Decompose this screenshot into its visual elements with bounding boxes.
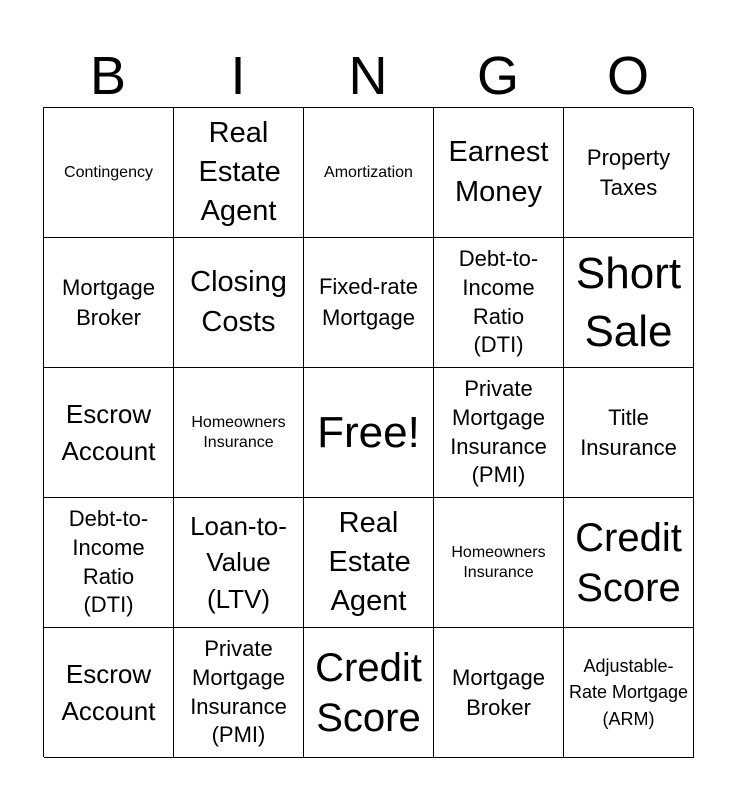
cell-text: Debt-to-Income Ratio (DTI): [458, 246, 539, 358]
cell-text: Contingency: [64, 163, 153, 181]
cell-text: Amortization: [324, 163, 413, 181]
bingo-cell[interactable]: [44, 628, 174, 758]
bingo-cell[interactable]: [44, 368, 174, 498]
bingo-cell[interactable]: [44, 108, 174, 238]
header-letter-g: G: [476, 46, 519, 106]
free-space-text: Free!: [317, 407, 420, 457]
bingo-cell[interactable]: [44, 498, 174, 628]
bingo-cell[interactable]: [174, 108, 304, 238]
header-letter-o: O: [606, 46, 649, 106]
bingo-cell[interactable]: [434, 108, 564, 238]
bingo-cell[interactable]: [304, 498, 434, 628]
cell-text: Earnest Money: [448, 136, 549, 208]
cell-text: Mortgage Broker: [62, 274, 155, 330]
cell-text: Closing Costs: [190, 266, 287, 338]
cell-text: Escrow Account: [61, 399, 156, 466]
cell-text: Debt-to-Income Ratio (DTI): [68, 506, 149, 618]
header-letter-n: N: [348, 46, 388, 106]
bingo-card-grid: [43, 107, 693, 757]
cell-text: Short Sale: [575, 249, 682, 356]
cell-text: Real Estate Agent: [328, 506, 411, 618]
bingo-cell[interactable]: [564, 498, 694, 628]
cell-text: Fixed-rate Mortgage: [318, 273, 419, 330]
cell-text: Mortgage Broker: [452, 664, 545, 720]
bingo-cell[interactable]: [174, 238, 304, 368]
bingo-cell[interactable]: [564, 368, 694, 498]
header-letter-i: I: [230, 46, 246, 106]
cell-text: Homeowners Insurance: [191, 414, 286, 451]
cell-text: Escrow Account: [61, 659, 156, 726]
cell-text: Adjustable-Rate Mortgage (ARM): [568, 656, 689, 729]
cell-text: Private Mortgage Insurance (PMI): [190, 636, 287, 748]
bingo-cell[interactable]: [434, 368, 564, 498]
bingo-cell[interactable]: [564, 238, 694, 368]
cell-text: Credit Score: [315, 645, 422, 740]
header-letter-b: B: [89, 46, 127, 106]
bingo-cell[interactable]: [304, 238, 434, 368]
cell-text: Real Estate Agent: [198, 116, 281, 228]
cell-text: Title Insurance: [580, 404, 677, 460]
bingo-cell[interactable]: [564, 628, 694, 758]
cell-text: Property Taxes: [586, 144, 671, 200]
bingo-cell[interactable]: [434, 628, 564, 758]
bingo-cell free-space[interactable]: [304, 368, 434, 498]
bingo-header: [43, 46, 693, 106]
bingo-cell[interactable]: [174, 498, 304, 628]
cell-text: Homeowners Insurance: [451, 544, 546, 581]
bingo-cell[interactable]: [174, 628, 304, 758]
bingo-cell[interactable]: [564, 108, 694, 238]
cell-text: Credit Score: [575, 515, 682, 610]
bingo-cell[interactable]: [304, 628, 434, 758]
bingo-cell[interactable]: [434, 238, 564, 368]
bingo-cell[interactable]: [434, 498, 564, 628]
cell-text: Loan-to-Value (LTV): [190, 510, 287, 614]
bingo-cell[interactable]: [174, 368, 304, 498]
bingo-cell[interactable]: [304, 108, 434, 238]
bingo-cell[interactable]: [44, 238, 174, 368]
cell-text: Private Mortgage Insurance (PMI): [450, 376, 547, 488]
